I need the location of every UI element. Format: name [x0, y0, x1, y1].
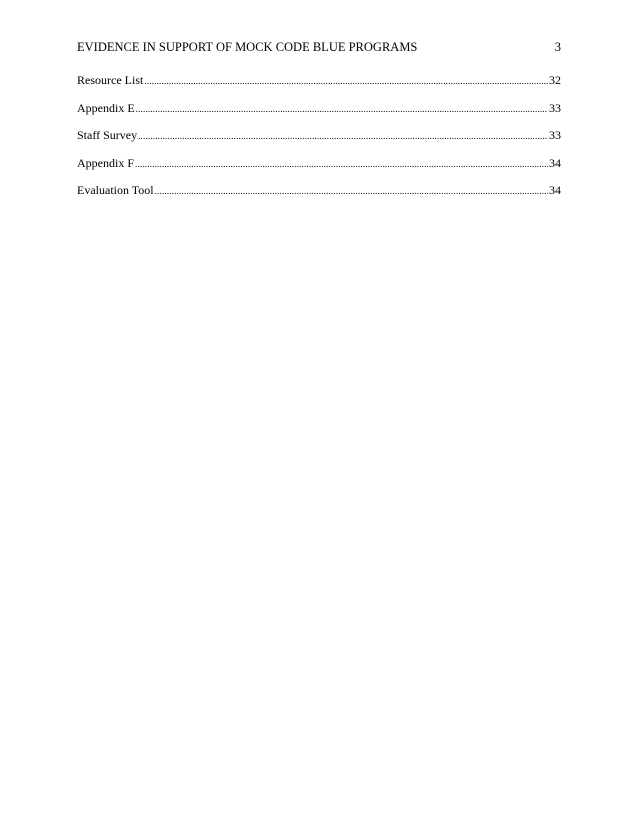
toc-dot-leader	[135, 155, 548, 173]
toc-dot-leader	[136, 100, 548, 118]
toc-entry-resource-list	[77, 71, 561, 89]
toc-entry-staff-survey	[77, 126, 561, 144]
toc-entry-label: Staff Survey	[77, 128, 138, 143]
toc-entry-evaluation-tool	[77, 181, 561, 199]
toc-entry-label: Appendix F	[77, 155, 134, 170]
page-number: 3	[554, 40, 561, 54]
toc-entry-label: Appendix E	[77, 100, 135, 115]
toc-entry-label: Evaluation Tool	[77, 183, 154, 198]
toc-dot-leader	[155, 182, 548, 200]
toc-entry-page: 34	[549, 155, 561, 170]
table-of-contents	[77, 71, 561, 209]
toc-dot-leader	[138, 127, 548, 145]
toc-entry-appendix-f	[77, 154, 561, 172]
toc-entry-label: Resource List	[77, 73, 144, 87]
toc-entry-page: 33	[549, 128, 561, 143]
toc-entry-page: 33	[549, 100, 561, 115]
page-header	[77, 38, 561, 56]
toc-entry-page: 32	[549, 73, 561, 87]
running-head: EVIDENCE IN SUPPORT OF MOCK CODE BLUE PROGRAMS	[77, 40, 418, 54]
toc-entry-page: 34	[549, 183, 561, 198]
toc-dot-leader	[144, 72, 548, 90]
toc-entry-appendix-e	[77, 99, 561, 117]
